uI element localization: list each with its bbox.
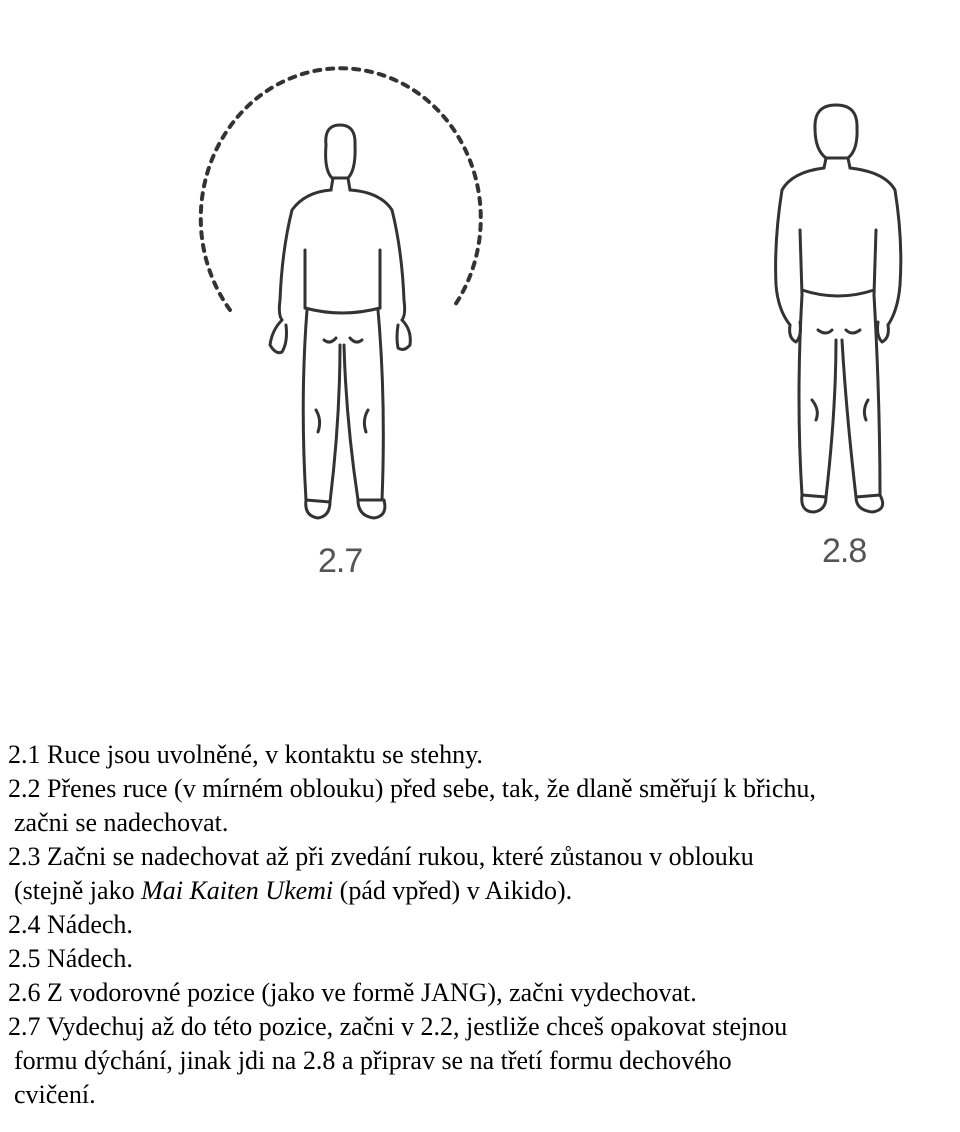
instruction-2-4 (8, 908, 952, 942)
technique-name-italic: Mai Kaiten Ukemi (141, 876, 334, 905)
figure-2-7 (270, 125, 410, 518)
instruction-line: 2.5 Nádech. (8, 944, 133, 973)
instruction-2-5 (8, 942, 952, 976)
instruction-line-continued: formu dýchání, jinak jdi na 2.8 a připrav se na třetí formu dechového (14, 1046, 732, 1075)
instruction-line: 2.2 Přenes ruce (v mírném oblouku) před sebe, tak, že dlaně směřují k břichu, (8, 774, 816, 803)
caption-2-7: 2.7 (318, 542, 363, 580)
instruction-2-3 (8, 840, 952, 908)
instruction-line: 2.6 Z vodorovné pozice (jako ve formě JANG), začni vydechovat. (8, 978, 697, 1007)
figure-2-8 (776, 105, 901, 512)
instruction-line-continued (8, 874, 952, 908)
instruction-2-6 (8, 976, 952, 1010)
breath-arc-dotted (201, 68, 481, 310)
instruction-line: 2.1 Ruce jsou uvolněné, v kontaktu se stehny. (8, 740, 483, 769)
instruction-line: 2.4 Nádech. (8, 910, 133, 939)
instruction-2-2 (8, 772, 952, 840)
instruction-text: (stejně jako (14, 876, 142, 905)
instruction-2-1 (8, 738, 952, 772)
instruction-text: (pád vpřed) v Aikido). (333, 876, 573, 905)
instruction-line: 2.7 Vydechuj až do této pozice, začni v 2.2, jestliže chceš opakovat stejnou (8, 1012, 788, 1041)
instruction-line-continued: cvičení. (14, 1080, 96, 1109)
instruction-line-continued: začni se nadechovat. (14, 808, 229, 837)
caption-2-8: 2.8 (822, 532, 867, 570)
instruction-list (8, 738, 952, 1112)
instruction-line: 2.3 Začni se nadechovat až při zvedání rukou, které zůstanou v oblouku (8, 842, 754, 871)
instruction-2-7 (8, 1010, 952, 1112)
